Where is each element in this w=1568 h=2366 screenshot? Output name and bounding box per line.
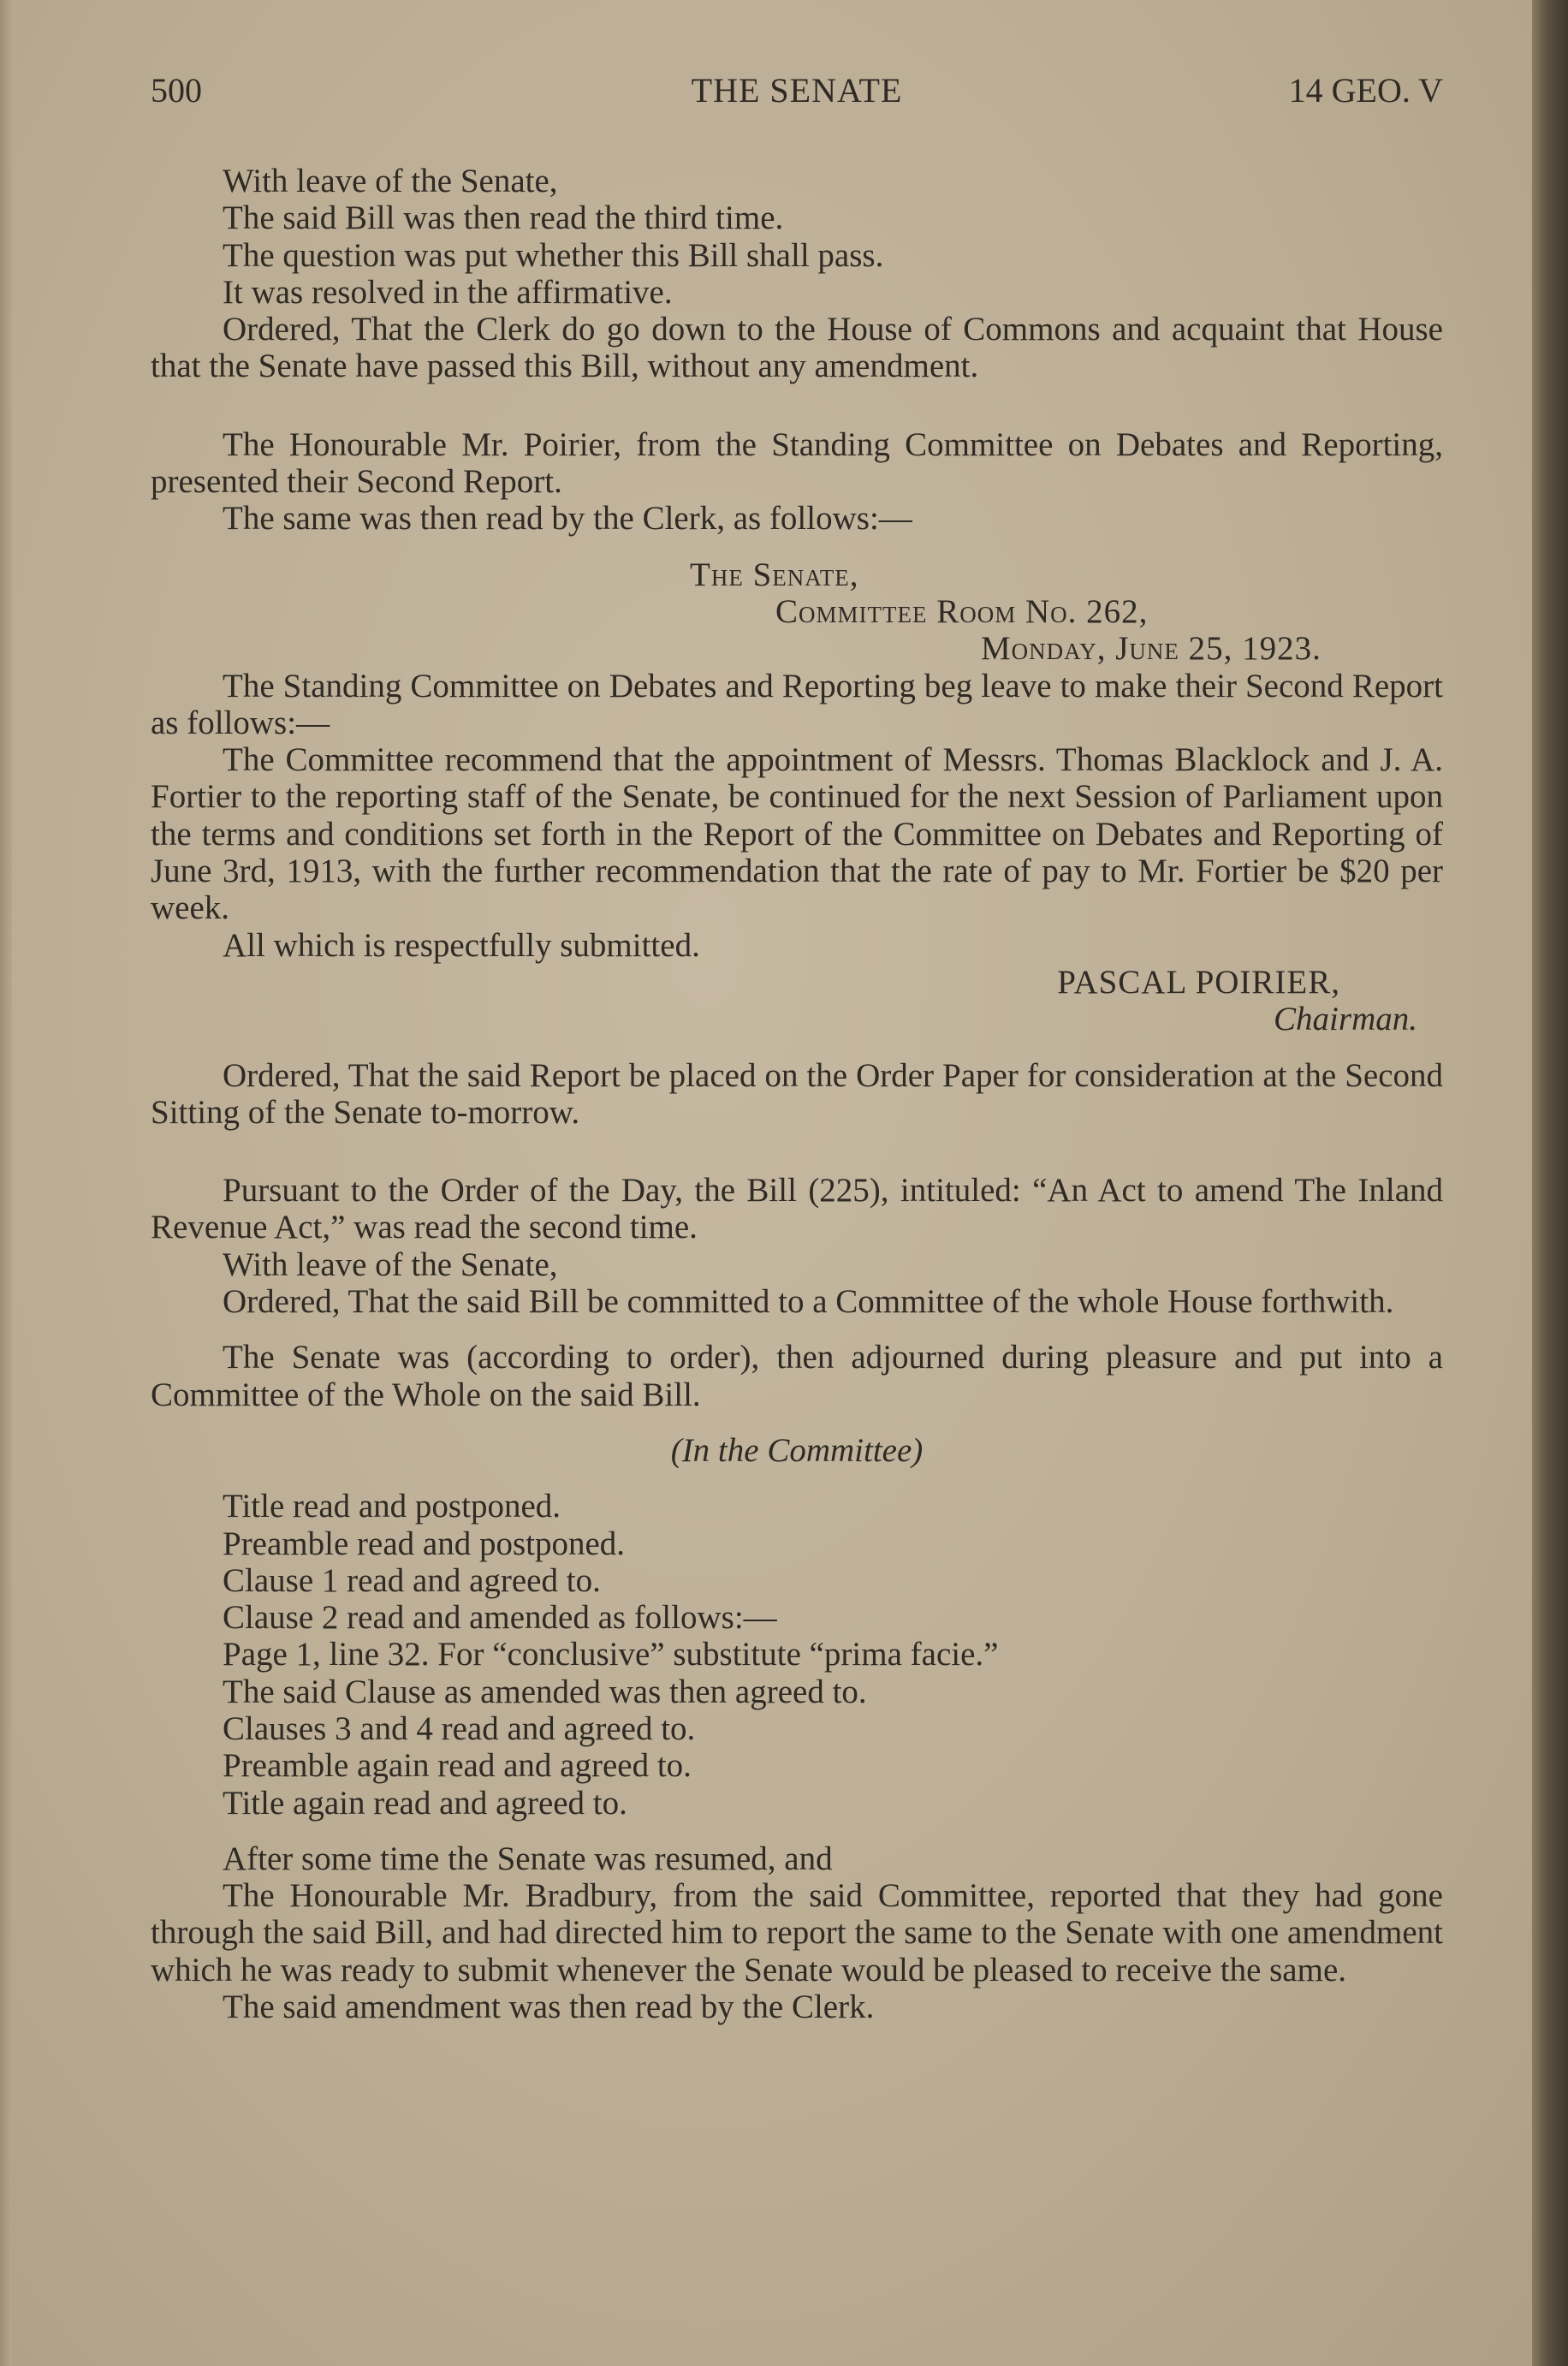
paragraph: The same was then read by the Clerk, as follows:— <box>223 500 912 538</box>
running-title: THE SENATE <box>691 71 903 110</box>
paragraph: The said Bill was then read the third time. <box>223 199 784 237</box>
paragraph: The Standing Committee on Debates and Reporting beg leave to make their Second Report as follows:— <box>151 667 1443 741</box>
report-heading-senate: The Senate, <box>690 556 859 593</box>
regnal-year: 14 GEO. V <box>1288 71 1443 110</box>
report-date: Monday, June 25, 1923. <box>981 630 1322 668</box>
paragraph: The Committee recommend that the appointment of Messrs. Thomas Blacklock and J. A. Fortier to the reporting staff of the Senate, be continued for the next Session of Parliament upon the terms and conditions set forth in the Report of the Committee on Debates and Reporting of June 3rd, 1913, with the further recommendation that the rate of pay to Mr. Fortier be $20 per week. <box>151 741 1443 927</box>
page-number: 500 <box>151 71 202 110</box>
paragraph: Ordered, That the said Report be placed on the Order Paper for consideration at the Second Sitting of the Senate to-morrow. <box>151 1056 1443 1131</box>
paragraph: It was resolved in the affirmative. <box>223 273 673 311</box>
committee-line: Clause 1 read and agreed to. <box>223 1561 601 1599</box>
signature-name: PASCAL POIRIER, <box>1057 963 1340 1001</box>
committee-line: The said Clause as amended was then agreed to. <box>223 1673 867 1710</box>
paragraph: The Honourable Mr. Poirier, from the Standing Committee on Debates and Reporting, presented their Second Report. <box>151 425 1443 501</box>
paragraph: All which is respectfully submitted. <box>223 926 700 964</box>
committee-heading: (In the Committee) <box>670 1431 924 1469</box>
committee-line: Preamble again read and agreed to. <box>223 1747 692 1785</box>
paragraph: The said amendment was then read by the Clerk. <box>223 1989 875 2026</box>
page-header <box>151 70 1443 122</box>
paragraph: Ordered, That the said Bill be committed to a Committee of the whole House forthwith. <box>223 1283 1394 1321</box>
paragraph: With leave of the Senate, <box>223 163 558 199</box>
journal-body <box>151 163 1443 2025</box>
paragraph: With leave of the Senate, <box>223 1245 558 1283</box>
signature-title: Chairman. <box>1274 1001 1417 1038</box>
committee-line: Preamble read and postponed. <box>223 1525 626 1562</box>
paragraph: After some time the Senate was resumed, and <box>223 1840 833 1877</box>
paragraph: The Senate was (according to order), then adjourned during pleasure and put into a Committee of the Whole on the said Bill. <box>151 1339 1443 1413</box>
paragraph: Pursuant to the Order of the Day, the Bill (225), intituled: “An Act to amend The Inland Revenue Act,” was read the second time. <box>151 1172 1443 1246</box>
committee-line: Page 1, line 32. For “conclusive” substitute “prima facie.” <box>223 1636 999 1673</box>
paragraph: Ordered, That the Clerk do go down to the House of Commons and acquaint that House that the Senate have passed this Bill, without any amendment. <box>151 311 1443 385</box>
paragraph: The question was put whether this Bill shall pass. <box>223 236 884 274</box>
committee-line: Clauses 3 and 4 read and agreed to. <box>223 1709 696 1747</box>
page-left-edge <box>0 0 12 2366</box>
committee-line: Title again read and agreed to. <box>223 1784 627 1822</box>
committee-line: Title read and postponed. <box>223 1488 561 1525</box>
paragraph: The Honourable Mr. Bradbury, from the said Committee, reported that they had gone through the said Bill, and had directed him to report the same to the Senate with one amendment which he was ready to submit whenever the Senate would be pleased to receive the same. <box>151 1877 1443 1989</box>
book-binding-edge <box>1532 0 1568 2366</box>
committee-line: Clause 2 read and amended as follows:— <box>223 1599 777 1637</box>
report-heading-room: Committee Room No. 262, <box>775 592 1149 630</box>
